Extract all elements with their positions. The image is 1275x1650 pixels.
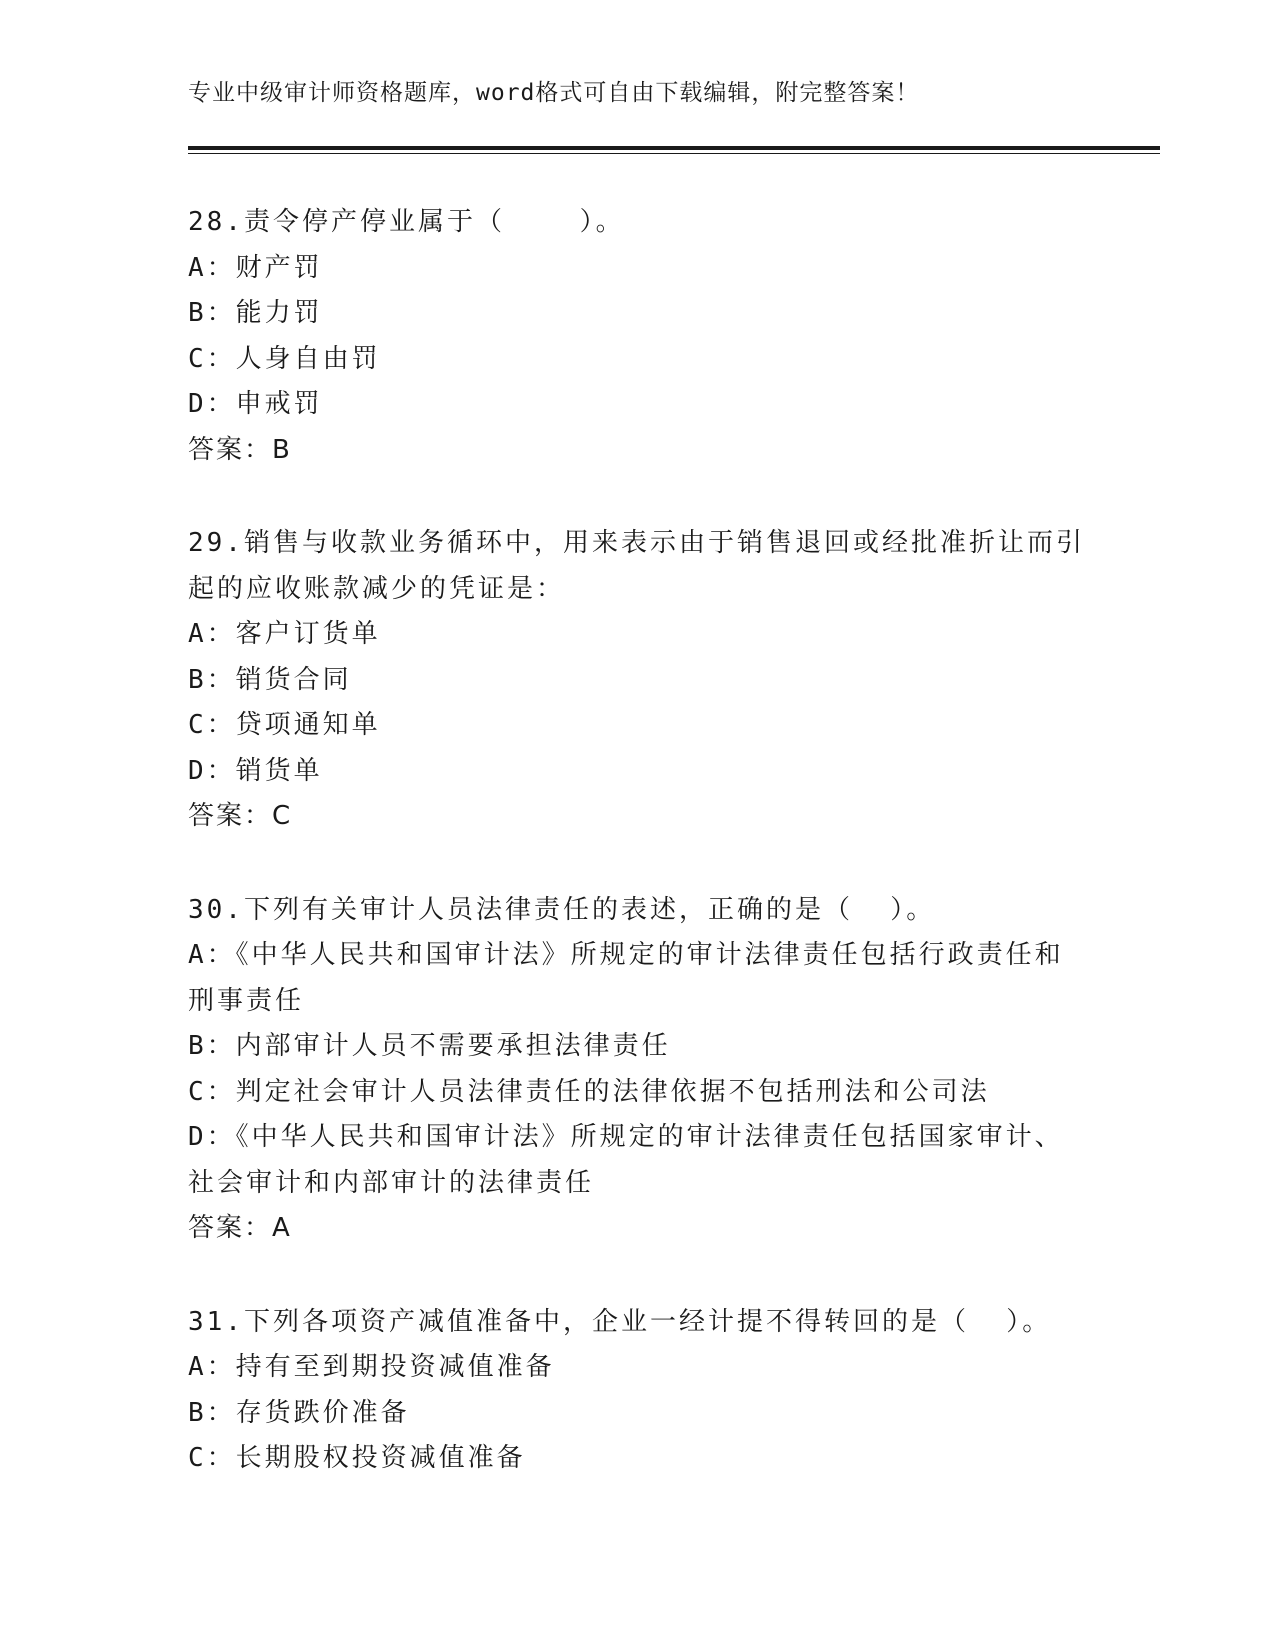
option-d-continued: 社会审计和内部审计的法律责任 [188, 1167, 595, 1198]
answer: 答案：A [188, 1213, 292, 1243]
question-stem: 28.责令停产停业属于（ ）。 [188, 207, 625, 237]
question-list [188, 200, 1088, 1530]
option-d: D：销货单 [188, 755, 323, 786]
option-a: A：财产罚 [188, 252, 323, 283]
option-a-continued: 刑事责任 [188, 985, 305, 1016]
option-b: B：存货跌价准备 [188, 1397, 410, 1428]
question-stem-continued: 起的应收账款减少的凭证是： [188, 573, 566, 604]
option-c: C：贷项通知单 [188, 710, 381, 740]
option-b: B：销货合同 [188, 664, 352, 695]
option-a: A：《中华人民共和国审计法》所规定的审计法律责任包括行政责任和 [188, 940, 1064, 970]
header-title: 专业中级审计师资格题库，word格式可自由下载编辑，附完整答案！ [188, 80, 920, 106]
option-d: D：申戒罚 [188, 389, 323, 419]
question-stem: 31.下列各项资产减值准备中，企业一经计提不得转回的是（ ）。 [188, 1306, 1052, 1337]
option-b: B：内部审计人员不需要承担法律责任 [188, 1031, 671, 1061]
question-30 [188, 888, 1088, 1252]
option-d: D：《中华人民共和国审计法》所规定的审计法律责任包括国家审计、 [188, 1122, 1064, 1152]
question-31 [188, 1300, 1088, 1482]
question-stem: 29.销售与收款业务循环中，用来表示由于销售退回或经批准折让而引 [188, 528, 1085, 558]
option-b: B：能力罚 [188, 298, 323, 328]
answer: 答案：B [188, 434, 292, 465]
option-c: C：人身自由罚 [188, 343, 381, 374]
option-c: C：长期股权投资减值准备 [188, 1443, 526, 1473]
answer: 答案：C [188, 801, 293, 831]
header-rule-thick [188, 146, 1160, 150]
question-stem: 30.下列有关审计人员法律责任的表述，正确的是（ ）。 [188, 894, 936, 925]
question-29 [188, 521, 1088, 840]
option-a: A：持有至到期投资减值准备 [188, 1352, 555, 1382]
header-rule-thin [188, 153, 1160, 154]
option-c: C：判定社会审计人员法律责任的法律依据不包括刑法和公司法 [188, 1076, 990, 1107]
question-28 [188, 200, 1088, 473]
option-a: A：客户订货单 [188, 619, 381, 649]
